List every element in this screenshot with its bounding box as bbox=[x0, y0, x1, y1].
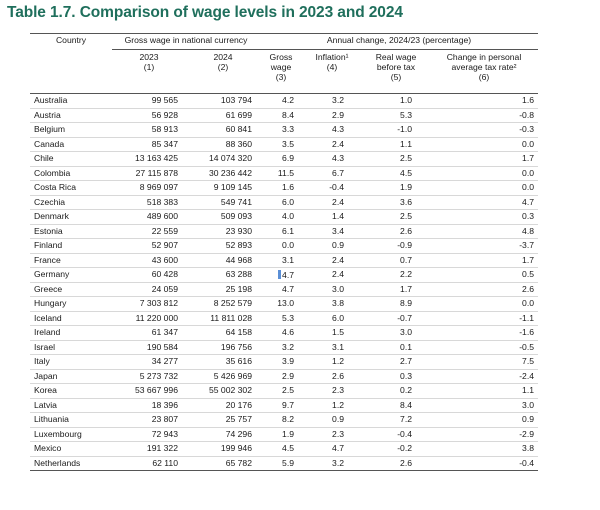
col-real-wage-header: Real wage before tax (5) bbox=[362, 50, 430, 94]
table-row bbox=[30, 398, 538, 413]
value-cell: -0.4 bbox=[362, 427, 430, 442]
table-row bbox=[30, 369, 538, 384]
table-row bbox=[30, 94, 538, 109]
value-cell: 7 303 812 bbox=[112, 297, 186, 312]
country-cell: Australia bbox=[30, 94, 112, 109]
value-cell: 4.8 bbox=[430, 224, 538, 239]
value-cell: 3.4 bbox=[302, 224, 362, 239]
value-cell: 3.2 bbox=[302, 456, 362, 471]
value-cell: 23 930 bbox=[186, 224, 260, 239]
value-cell: 3.1 bbox=[302, 340, 362, 355]
value-cell: 2.6 bbox=[362, 224, 430, 239]
value-cell: 0.0 bbox=[430, 166, 538, 181]
value-cell: -0.7 bbox=[362, 311, 430, 326]
value-cell: 2.6 bbox=[430, 282, 538, 297]
value-cell: 4.3 bbox=[302, 123, 362, 138]
table-row bbox=[30, 456, 538, 471]
value-cell: 4.6 bbox=[260, 326, 302, 341]
value-cell: 3.9 bbox=[260, 355, 302, 370]
country-cell: Finland bbox=[30, 239, 112, 254]
value-cell: 0.0 bbox=[430, 137, 538, 152]
value-cell: 11 811 028 bbox=[186, 311, 260, 326]
value-cell: 8.4 bbox=[260, 108, 302, 123]
value-cell: 63 288 bbox=[186, 268, 260, 283]
value-cell: -2.9 bbox=[430, 427, 538, 442]
country-cell: Belgium bbox=[30, 123, 112, 138]
value-cell: 9 109 145 bbox=[186, 181, 260, 196]
value-cell: -0.5 bbox=[430, 340, 538, 355]
value-cell: 4.7 bbox=[302, 442, 362, 457]
value-cell: 8 252 579 bbox=[186, 297, 260, 312]
country-cell: Denmark bbox=[30, 210, 112, 225]
value-cell: 1.9 bbox=[362, 181, 430, 196]
value-cell: 1.7 bbox=[362, 282, 430, 297]
value-cell: 199 946 bbox=[186, 442, 260, 457]
value-cell: 1.4 bbox=[302, 210, 362, 225]
table-row bbox=[30, 152, 538, 167]
value-cell: 1.6 bbox=[260, 181, 302, 196]
value-cell: 2.4 bbox=[302, 137, 362, 152]
table-row bbox=[30, 181, 538, 196]
value-cell: 25 757 bbox=[186, 413, 260, 428]
country-cell: Italy bbox=[30, 355, 112, 370]
value-cell: 549 741 bbox=[186, 195, 260, 210]
value-cell: 1.9 bbox=[260, 427, 302, 442]
value-cell: 6.0 bbox=[260, 195, 302, 210]
value-cell: 34 277 bbox=[112, 355, 186, 370]
value-cell: 6.7 bbox=[302, 166, 362, 181]
value-cell: 7.5 bbox=[430, 355, 538, 370]
table-row bbox=[30, 355, 538, 370]
value-cell: 518 383 bbox=[112, 195, 186, 210]
value-cell: 60 841 bbox=[186, 123, 260, 138]
value-cell: -1.6 bbox=[430, 326, 538, 341]
value-cell: -1.0 bbox=[362, 123, 430, 138]
value-cell: 22 559 bbox=[112, 224, 186, 239]
value-cell: 103 794 bbox=[186, 94, 260, 109]
table-row bbox=[30, 282, 538, 297]
value-cell: 489 600 bbox=[112, 210, 186, 225]
value-cell: 53 667 996 bbox=[112, 384, 186, 399]
value-cell: 6.9 bbox=[260, 152, 302, 167]
gross-wage-group-header: Gross wage in national currency bbox=[112, 34, 260, 50]
table-row bbox=[30, 340, 538, 355]
value-cell: 1.1 bbox=[430, 384, 538, 399]
value-cell: 74 296 bbox=[186, 427, 260, 442]
value-cell: 0.0 bbox=[430, 297, 538, 312]
value-cell: 65 782 bbox=[186, 456, 260, 471]
value-cell: 5.9 bbox=[260, 456, 302, 471]
wage-comparison-table bbox=[30, 33, 538, 471]
value-cell: 3.8 bbox=[430, 442, 538, 457]
value-cell: 2.4 bbox=[302, 195, 362, 210]
value-cell: 13 163 425 bbox=[112, 152, 186, 167]
table-row bbox=[30, 224, 538, 239]
value-cell: 1.5 bbox=[302, 326, 362, 341]
table-row bbox=[30, 108, 538, 123]
value-cell: 27 115 878 bbox=[112, 166, 186, 181]
country-cell: Costa Rica bbox=[30, 181, 112, 196]
country-cell: Lithuania bbox=[30, 413, 112, 428]
country-column-header: Country bbox=[30, 34, 112, 94]
country-cell: France bbox=[30, 253, 112, 268]
value-cell: 88 360 bbox=[186, 137, 260, 152]
value-cell: 3.0 bbox=[302, 282, 362, 297]
value-cell: 13.0 bbox=[260, 297, 302, 312]
country-cell: Latvia bbox=[30, 398, 112, 413]
value-cell: 4.5 bbox=[362, 166, 430, 181]
value-cell: 61 347 bbox=[112, 326, 186, 341]
value-cell: 3.0 bbox=[362, 326, 430, 341]
table-row bbox=[30, 326, 538, 341]
value-cell: 2.7 bbox=[362, 355, 430, 370]
value-cell: 3.1 bbox=[260, 253, 302, 268]
value-cell: 4.2 bbox=[260, 94, 302, 109]
value-cell: 23 807 bbox=[112, 413, 186, 428]
value-cell: 0.0 bbox=[430, 181, 538, 196]
value-cell: 4.7 bbox=[260, 268, 302, 283]
value-cell: 4.0 bbox=[260, 210, 302, 225]
value-cell: 1.7 bbox=[430, 152, 538, 167]
value-cell: 2.3 bbox=[302, 427, 362, 442]
value-cell: 4.7 bbox=[260, 282, 302, 297]
value-cell: 5 426 969 bbox=[186, 369, 260, 384]
value-cell: -2.4 bbox=[430, 369, 538, 384]
country-cell: Greece bbox=[30, 282, 112, 297]
table-row bbox=[30, 427, 538, 442]
value-cell: -0.9 bbox=[362, 239, 430, 254]
table-row bbox=[30, 210, 538, 225]
country-cell: Chile bbox=[30, 152, 112, 167]
value-cell: 2.5 bbox=[362, 210, 430, 225]
annual-change-group-header: Annual change, 2024/23 (percentage) bbox=[260, 34, 538, 50]
value-cell: 0.9 bbox=[302, 413, 362, 428]
value-cell: 44 968 bbox=[186, 253, 260, 268]
country-cell: Austria bbox=[30, 108, 112, 123]
table-row bbox=[30, 253, 538, 268]
value-cell: 1.2 bbox=[302, 398, 362, 413]
country-cell: Korea bbox=[30, 384, 112, 399]
value-cell: 11 220 000 bbox=[112, 311, 186, 326]
value-cell: 4.3 bbox=[302, 152, 362, 167]
value-cell: -1.1 bbox=[430, 311, 538, 326]
value-cell: -0.3 bbox=[430, 123, 538, 138]
value-cell: 3.0 bbox=[430, 398, 538, 413]
country-cell: Mexico bbox=[30, 442, 112, 457]
table-row bbox=[30, 239, 538, 254]
country-cell: Iceland bbox=[30, 311, 112, 326]
country-cell: Ireland bbox=[30, 326, 112, 341]
value-cell: 3.3 bbox=[260, 123, 302, 138]
value-cell: 8 969 097 bbox=[112, 181, 186, 196]
value-cell: 2.6 bbox=[362, 456, 430, 471]
value-cell: 60 428 bbox=[112, 268, 186, 283]
col-2023-header: 2023 (1) bbox=[112, 50, 186, 94]
value-cell: 1.2 bbox=[302, 355, 362, 370]
value-cell: 25 198 bbox=[186, 282, 260, 297]
value-cell: 24 059 bbox=[112, 282, 186, 297]
country-cell: Germany bbox=[30, 268, 112, 283]
value-cell: 2.5 bbox=[362, 152, 430, 167]
value-cell: 509 093 bbox=[186, 210, 260, 225]
value-cell: 8.4 bbox=[362, 398, 430, 413]
value-cell: 7.2 bbox=[362, 413, 430, 428]
value-cell: 11.5 bbox=[260, 166, 302, 181]
value-cell: 0.2 bbox=[362, 384, 430, 399]
value-cell: 0.7 bbox=[362, 253, 430, 268]
value-cell: 2.4 bbox=[302, 253, 362, 268]
value-cell: 52 907 bbox=[112, 239, 186, 254]
country-cell: Japan bbox=[30, 369, 112, 384]
table-row bbox=[30, 137, 538, 152]
value-cell: 52 893 bbox=[186, 239, 260, 254]
value-cell: 2.9 bbox=[302, 108, 362, 123]
value-cell: 64 158 bbox=[186, 326, 260, 341]
country-cell: Israel bbox=[30, 340, 112, 355]
col-tax-rate-change-header: Change in personal average tax rate² (6) bbox=[430, 50, 538, 94]
value-cell: 2.4 bbox=[302, 268, 362, 283]
table-row bbox=[30, 311, 538, 326]
value-cell: 72 943 bbox=[112, 427, 186, 442]
value-cell: 99 565 bbox=[112, 94, 186, 109]
value-cell: 61 699 bbox=[186, 108, 260, 123]
country-cell: Estonia bbox=[30, 224, 112, 239]
value-cell: 190 584 bbox=[112, 340, 186, 355]
table-row bbox=[30, 268, 538, 283]
value-cell: 1.6 bbox=[430, 94, 538, 109]
value-cell: 14 074 320 bbox=[186, 152, 260, 167]
value-cell: 2.6 bbox=[302, 369, 362, 384]
value-cell: 1.7 bbox=[430, 253, 538, 268]
value-cell: 3.5 bbox=[260, 137, 302, 152]
table-header bbox=[30, 34, 538, 94]
value-cell: 35 616 bbox=[186, 355, 260, 370]
value-cell: 191 322 bbox=[112, 442, 186, 457]
value-cell: 3.2 bbox=[260, 340, 302, 355]
country-cell: Canada bbox=[30, 137, 112, 152]
value-cell: 8.9 bbox=[362, 297, 430, 312]
value-cell: 0.3 bbox=[430, 210, 538, 225]
col-gross-wage-header: Gross wage (3) bbox=[260, 50, 302, 94]
value-cell: -0.4 bbox=[430, 456, 538, 471]
value-cell: 0.1 bbox=[362, 340, 430, 355]
value-cell: 3.8 bbox=[302, 297, 362, 312]
table-title: Table 1.7. Comparison of wage levels in 2023 and 2024 bbox=[7, 4, 403, 21]
value-cell: 58 913 bbox=[112, 123, 186, 138]
table-row bbox=[30, 195, 538, 210]
value-cell: 6.1 bbox=[260, 224, 302, 239]
value-cell: 2.3 bbox=[302, 384, 362, 399]
table-row bbox=[30, 442, 538, 457]
country-cell: Luxembourg bbox=[30, 427, 112, 442]
country-cell: Netherlands bbox=[30, 456, 112, 471]
value-cell: 5.3 bbox=[260, 311, 302, 326]
value-cell: 4.5 bbox=[260, 442, 302, 457]
value-cell: 6.0 bbox=[302, 311, 362, 326]
value-cell: 30 236 442 bbox=[186, 166, 260, 181]
table-row bbox=[30, 384, 538, 399]
table-row bbox=[30, 297, 538, 312]
value-cell: 1.0 bbox=[362, 94, 430, 109]
value-cell: -0.2 bbox=[362, 442, 430, 457]
value-cell: 85 347 bbox=[112, 137, 186, 152]
value-cell: 0.9 bbox=[302, 239, 362, 254]
value-cell: 0.0 bbox=[260, 239, 302, 254]
value-cell: 0.3 bbox=[362, 369, 430, 384]
value-cell: -0.4 bbox=[302, 181, 362, 196]
value-cell: 56 928 bbox=[112, 108, 186, 123]
value-cell: 18 396 bbox=[112, 398, 186, 413]
country-cell: Czechia bbox=[30, 195, 112, 210]
value-cell: 196 756 bbox=[186, 340, 260, 355]
value-cell: 3.2 bbox=[302, 94, 362, 109]
text-cursor bbox=[278, 270, 281, 279]
table-row bbox=[30, 413, 538, 428]
value-cell: 8.2 bbox=[260, 413, 302, 428]
table-row bbox=[30, 166, 538, 181]
value-cell: -0.8 bbox=[430, 108, 538, 123]
value-cell: 2.9 bbox=[260, 369, 302, 384]
value-cell: 4.7 bbox=[430, 195, 538, 210]
value-cell: 62 110 bbox=[112, 456, 186, 471]
value-cell: 0.9 bbox=[430, 413, 538, 428]
table-body bbox=[30, 94, 538, 471]
country-cell: Hungary bbox=[30, 297, 112, 312]
value-cell: -3.7 bbox=[430, 239, 538, 254]
value-cell: 5.3 bbox=[362, 108, 430, 123]
value-cell: 55 002 302 bbox=[186, 384, 260, 399]
value-cell: 5 273 732 bbox=[112, 369, 186, 384]
value-cell: 1.1 bbox=[362, 137, 430, 152]
value-cell: 2.5 bbox=[260, 384, 302, 399]
value-cell: 2.2 bbox=[362, 268, 430, 283]
value-cell: 0.5 bbox=[430, 268, 538, 283]
col-2024-header: 2024 (2) bbox=[186, 50, 260, 94]
country-cell: Colombia bbox=[30, 166, 112, 181]
value-cell: 20 176 bbox=[186, 398, 260, 413]
table-row bbox=[30, 123, 538, 138]
value-cell: 9.7 bbox=[260, 398, 302, 413]
value-cell: 3.6 bbox=[362, 195, 430, 210]
value-cell: 43 600 bbox=[112, 253, 186, 268]
col-inflation-header: Inflation¹ (4) bbox=[302, 50, 362, 94]
